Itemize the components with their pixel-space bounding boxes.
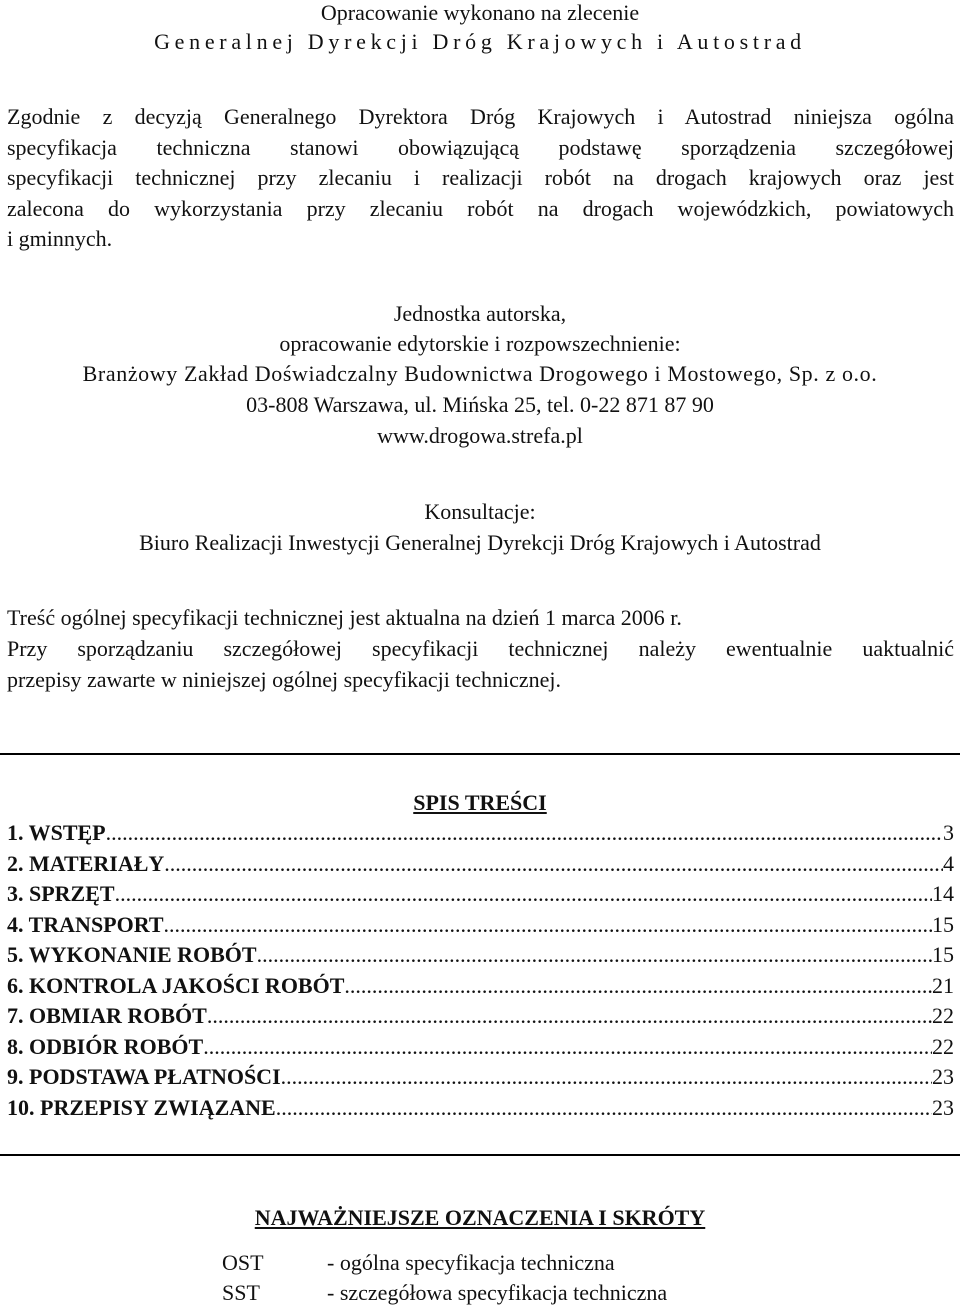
toc-item[interactable] bbox=[7, 912, 954, 942]
toc-item-page: 21 bbox=[932, 972, 954, 998]
toc-item-page: 22 bbox=[932, 1003, 954, 1028]
author-sublabel: opracowanie edytorskie i rozpowszechnienie: bbox=[279, 331, 681, 356]
toc-item-page: 3 bbox=[943, 820, 954, 845]
intro-line-5: i gminnych. bbox=[7, 226, 113, 251]
toc-leader bbox=[276, 1095, 932, 1121]
toc-item-page: 14 bbox=[932, 881, 954, 906]
notice-line-3: przepisy zawarte w niniejszej ogólnej specyfikacji technicznej. bbox=[7, 667, 562, 692]
toc-item[interactable] bbox=[7, 881, 954, 911]
toc-title: SPIS TREŚCI bbox=[413, 790, 547, 815]
toc-leader bbox=[344, 973, 932, 999]
divider-top bbox=[0, 753, 960, 755]
abbreviation-key: OST bbox=[222, 1250, 264, 1275]
toc-item-page: 4 bbox=[943, 850, 954, 876]
toc-leader bbox=[115, 881, 932, 907]
toc-item-page: 22 bbox=[932, 1033, 954, 1059]
toc-item[interactable] bbox=[7, 973, 954, 1003]
abbreviation-value: - szczegółowa specyfikacja techniczna bbox=[327, 1280, 668, 1305]
notice-line-2: Przy sporządzaniu szczegółowej specyfikacji technicznej należy ewentualnie uaktualnić bbox=[7, 636, 954, 661]
toc-item-label: 2. MATERIAŁY bbox=[7, 850, 165, 876]
toc-item-label: 7. OBMIAR ROBÓT bbox=[7, 1003, 207, 1028]
intro-line-2: specyfikacja techniczna stanowi obowiązującą podstawę sporządzenia szczegółowej bbox=[7, 135, 954, 160]
toc-item-label: 3. SPRZĘT bbox=[7, 881, 115, 906]
toc-leader bbox=[203, 1034, 932, 1060]
toc-item-label: 1. WSTĘP bbox=[7, 820, 106, 845]
toc-item[interactable] bbox=[7, 1034, 954, 1064]
abbreviation-row bbox=[222, 1250, 615, 1276]
toc-leader bbox=[207, 1003, 932, 1029]
toc-item[interactable] bbox=[7, 1095, 954, 1125]
toc-leader bbox=[164, 912, 932, 938]
author-address: 03-808 Warszawa, ul. Mińska 25, tel. 0-22 871 87 90 bbox=[246, 392, 714, 417]
toc-item[interactable] bbox=[7, 1003, 954, 1033]
consult-label: Konsultacje: bbox=[424, 499, 536, 524]
abbreviation-row bbox=[222, 1280, 667, 1306]
author-company: Branżowy Zakład Doświadczalny Budownictwa Drogowego i Mostowego, Sp. z o.o. bbox=[82, 361, 878, 386]
toc-item-label: 9. PODSTAWA PŁATNOŚCI bbox=[7, 1064, 281, 1089]
header-line-2: Generalnej Dyrekcji Dróg Krajowych i Autostrad bbox=[154, 29, 806, 54]
toc-item-page: 23 bbox=[932, 1094, 954, 1120]
toc-item[interactable] bbox=[7, 851, 954, 881]
toc-item-label: 5. WYKONANIE ROBÓT bbox=[7, 942, 257, 967]
toc-item-label: 10. PRZEPISY ZWIĄZANE bbox=[7, 1094, 276, 1120]
divider-bottom bbox=[0, 1154, 960, 1156]
abbreviations-title: NAJWAŻNIEJSZE OZNACZENIA I SKRÓTY bbox=[254, 1205, 706, 1230]
toc-leader bbox=[281, 1064, 932, 1090]
consult-value: Biuro Realizacji Inwestycji Generalnej Dyrekcji Dróg Krajowych i Autostrad bbox=[139, 530, 821, 555]
toc-item[interactable] bbox=[7, 942, 954, 972]
toc-item[interactable] bbox=[7, 820, 954, 850]
author-website: www.drogowa.strefa.pl bbox=[377, 423, 583, 448]
header-line-1: Opracowanie wykonano na zlecenie bbox=[320, 0, 640, 25]
toc-leader bbox=[164, 851, 943, 877]
toc-item-label: 6. KONTROLA JAKOŚCI ROBÓT bbox=[7, 972, 345, 998]
intro-line-4: zalecona do wykorzystania przy zlecaniu robót na drogach wojewódzkich, powiatowych bbox=[7, 196, 954, 221]
notice-line-1: Treść ogólnej specyfikacji technicznej jest aktualna na dzień 1 marca 2006 r. bbox=[7, 605, 682, 630]
author-label: Jednostka autorska, bbox=[393, 301, 567, 326]
toc-item-page: 15 bbox=[932, 911, 954, 937]
toc-item-label: 4. TRANSPORT bbox=[7, 911, 164, 937]
intro-line-1: Zgodnie z decyzją Generalnego Dyrektora Dróg Krajowych i Autostrad niniejsza ogólna bbox=[7, 104, 954, 129]
intro-line-3: specyfikacji technicznej przy zlecaniu i realizacji robót na drogach krajowych oraz jest bbox=[7, 165, 954, 190]
toc-item-page: 23 bbox=[932, 1064, 954, 1089]
toc-leader bbox=[106, 820, 943, 846]
toc-item[interactable] bbox=[7, 1064, 954, 1094]
toc-leader bbox=[257, 942, 932, 968]
toc-item-page: 15 bbox=[932, 942, 954, 967]
abbreviation-value: - ogólna specyfikacja techniczna bbox=[327, 1250, 615, 1275]
toc-item-label: 8. ODBIÓR ROBÓT bbox=[7, 1033, 204, 1059]
abbreviation-key: SST bbox=[222, 1280, 260, 1305]
